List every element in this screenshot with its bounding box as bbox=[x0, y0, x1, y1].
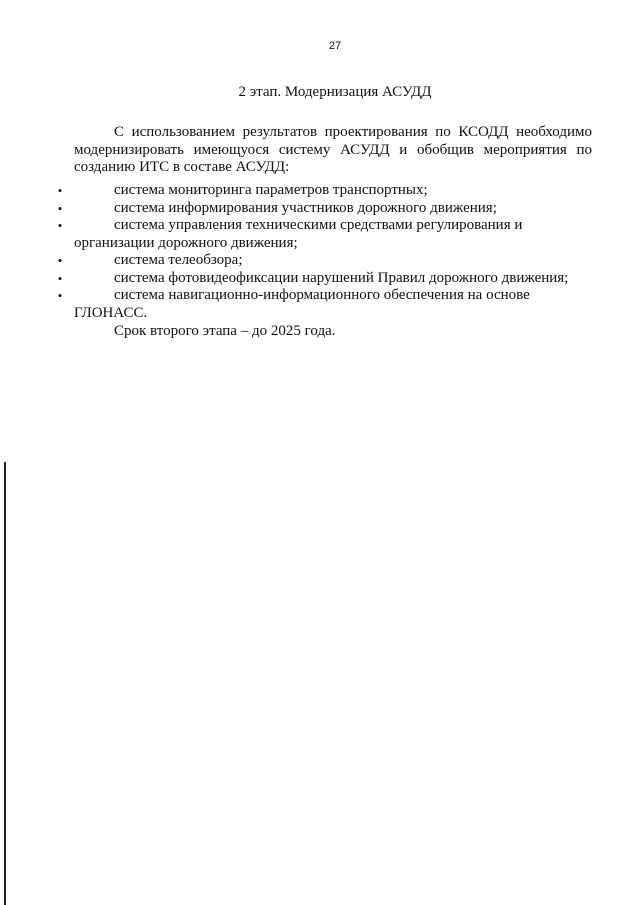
section-title: 2 этап. Модернизация АСУДД bbox=[238, 84, 432, 100]
list-item bbox=[0, 200, 600, 218]
scan-edge-line bbox=[4, 462, 6, 905]
bullet-icon: • bbox=[57, 253, 63, 268]
intro-paragraph: С использованием результатов проектирования по КСОДД необходимо модернизировать имеющуося систему АСУДД и обобщив мероприятия по созданию ИТС в составе АСУДД: bbox=[74, 124, 592, 175]
measures-list bbox=[0, 182, 600, 322]
list-item-text: система фотовидеофиксации нарушений Правил дорожного движения; bbox=[114, 269, 569, 286]
list-item bbox=[0, 287, 600, 322]
bullet-icon: • bbox=[57, 288, 63, 303]
list-item bbox=[0, 270, 600, 288]
bullet-icon: • bbox=[57, 270, 63, 286]
list-item bbox=[0, 252, 600, 270]
page-number: 27 bbox=[328, 40, 342, 52]
list-item bbox=[0, 182, 600, 200]
list-item bbox=[0, 217, 600, 252]
list-item-text: система телеобзора; bbox=[114, 252, 243, 268]
list-item-text: система информирования участников дорожного движения; bbox=[114, 199, 497, 216]
bullet-icon: • bbox=[57, 183, 63, 198]
list-item-text: система навигационно-информационного обеспечения на основе ГЛОНАСС. bbox=[74, 287, 530, 321]
deadline-paragraph: Срок второго этапа – до 2025 года. bbox=[114, 323, 336, 339]
bullet-icon: • bbox=[57, 218, 63, 233]
list-item-text: система мониторинга параметров транспортных; bbox=[114, 182, 428, 198]
list-item-text: система управления техническими средствами регулирования и организации дорожного движения; bbox=[74, 217, 523, 251]
bullet-icon: • bbox=[57, 200, 63, 216]
